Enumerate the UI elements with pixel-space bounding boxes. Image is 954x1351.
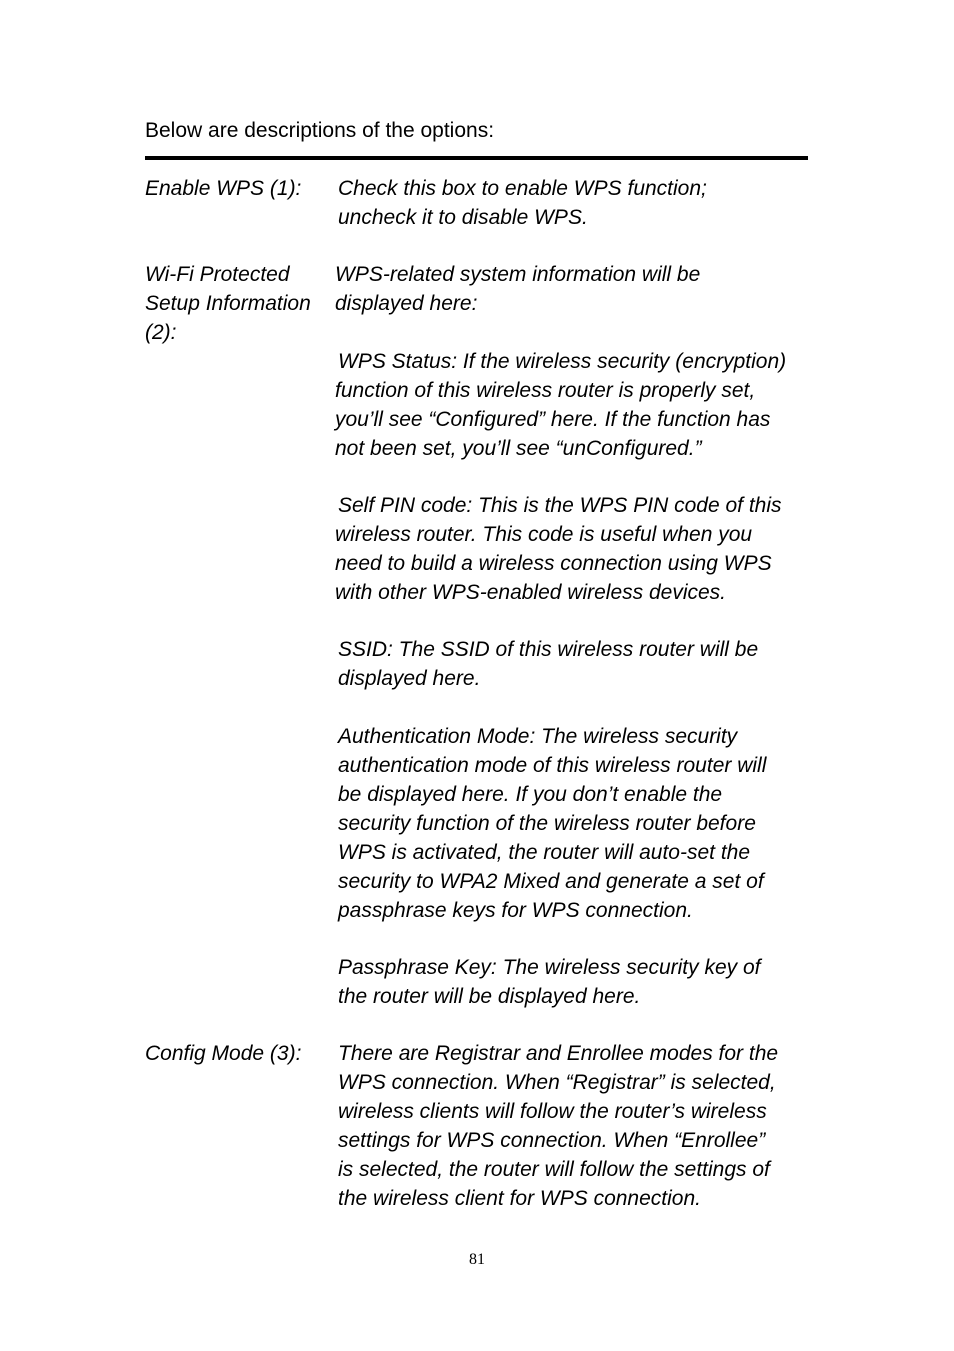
option-label-config-mode: Config Mode (3):: [145, 1042, 302, 1065]
option-description-enable-wps: Check this box to enable WPS function; uncheck it to disable WPS.: [338, 177, 707, 229]
passphrase-key-description: Passphrase Key: The wireless security key of the router will be displayed here.: [338, 956, 761, 1008]
header-rule: [145, 156, 808, 160]
authentication-mode-description: Authentication Mode: The wireless security authentication mode of this wireless router will be displayed here. If you don’t enable the security function of the wireless router before WPS is activated, the router will auto-set the security to WPA2 Mixed and generate a set of passphrase keys for WPS connection.: [338, 725, 767, 922]
option-label-enable-wps: Enable WPS (1):: [145, 177, 302, 200]
page-number: 81: [469, 1251, 485, 1268]
intro-text: Below are descriptions of the options:: [145, 119, 495, 142]
self-pin-code-description: Self PIN code: This is the WPS PIN code of this wireless router. This code is useful when you need to build a wireless connection using WPS with other WPS-enabled wireless devices.: [335, 494, 782, 604]
option-description-wps-info: WPS-related system information will be displayed here:: [335, 263, 701, 315]
wps-status-description: WPS Status: If the wireless security (encryption) function of this wireless router is properly set, you’ll see “Configured” here. If the function has not been set, you’ll see “unConfigured.”: [335, 350, 787, 460]
option-label-wps-info: Wi-Fi Protected Setup Information (2):: [145, 263, 311, 344]
option-description-config-mode: There are Registrar and Enrollee modes for the WPS connection. When “Registrar” is selected, wireless clients will follow the router’s wireless settings for WPS connection. When “Enrollee” is selected, the router will follow the settings of the wireless client for WPS connection.: [338, 1042, 779, 1210]
ssid-description: SSID: The SSID of this wireless router will be displayed here.: [338, 638, 759, 690]
